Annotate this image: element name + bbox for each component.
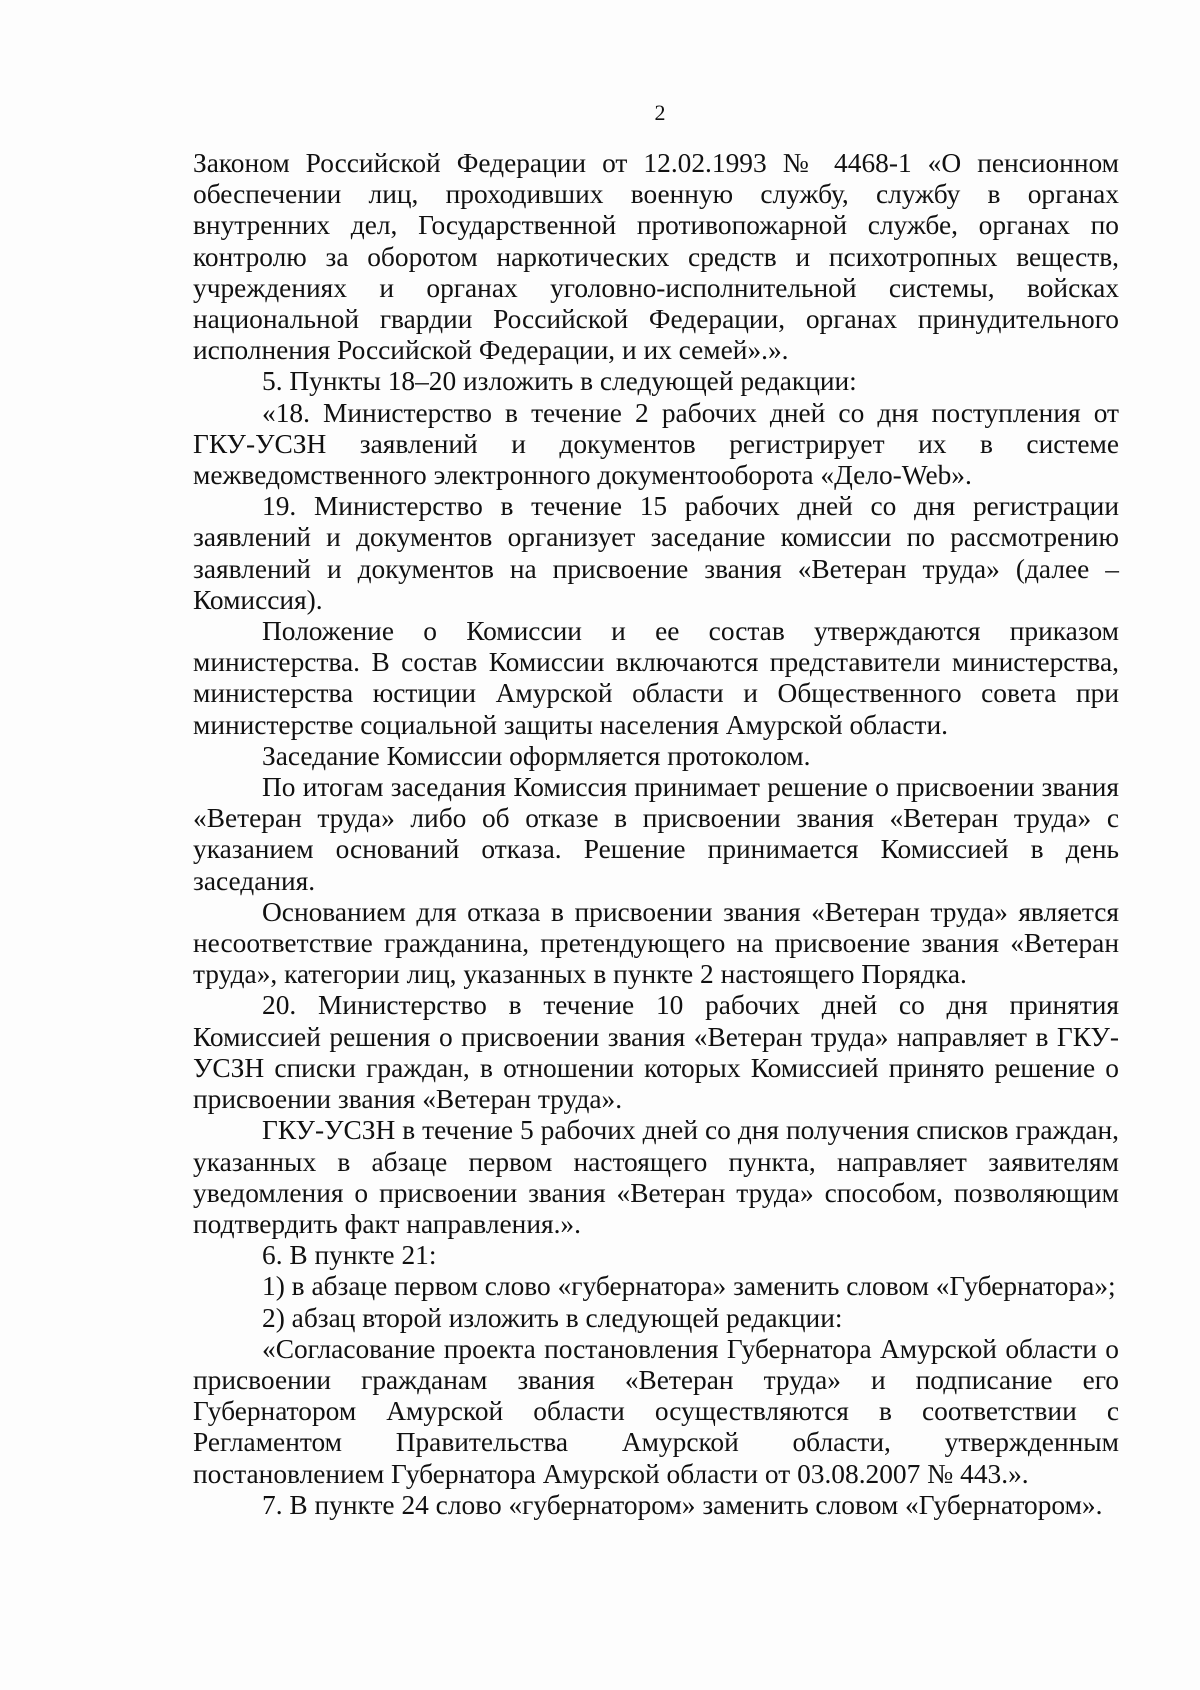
- paragraph: 1) в абзаце первом слово «губернатора» заменить словом «Губернатора»;: [262, 1271, 1116, 1302]
- paragraph: 5. Пункты 18–20 изложить в следующей редакции:: [262, 366, 857, 397]
- paragraph: «18. Министерство в течение 2 рабочих дней со дня поступления от ГКУ-УСЗН заявлений и документов регистрирует их в системе межведомственного электронного документооборота «Дело-Web».: [193, 397, 1119, 491]
- paragraph: «Согласование проекта постановления Губернатора Амурской области о присвоении гражданам звания «Ветеран труда» и подписание его Губернатором Амурской области осуществляются в соответствии с Регламентом Правительства Амурской области, утвержденным постановлением Губернатора Амурской области от 03.08.2007 № 443.».: [193, 1333, 1119, 1489]
- paragraph: 2) абзац второй изложить в следующей редакции:: [262, 1302, 843, 1333]
- paragraph: ГКУ-УСЗН в течение 5 рабочих дней со дня получения списков граждан, указанных в абзаце первом настоящего пункта, направляет заявителям уведомления о присвоении звания «Ветеран труда» способом, позволяющим подтвердить факт направления.».: [193, 1115, 1119, 1239]
- paragraph: 7. В пункте 24 слово «губернатором» заменить словом «Губернатором».: [262, 1489, 1103, 1520]
- paragraph: 6. В пункте 21:: [262, 1240, 437, 1271]
- document-body: [193, 148, 1119, 1521]
- page-number: 2: [654, 100, 666, 125]
- paragraph: 20. Министерство в течение 10 рабочих дней со дня принятия Комиссией решения о присвоении звания «Ветеран труда» направляет в ГКУ-УСЗН списки граждан, в отношении которых Комиссией принято решение о присвоении звания «Ветеран труда».: [193, 990, 1119, 1115]
- paragraph: Положение о Комиссии и ее состав утверждаются приказом министерства. В состав Комиссии включаются представители министерства, министерства юстиции Амурской области и Общественного совета при министерстве социальной защиты населения Амурской области.: [193, 616, 1119, 740]
- paragraph: 19. Министерство в течение 15 рабочих дней со дня регистрации заявлений и документов организует заседание комиссии по рассмотрению заявлений и документов на присвоение звания «Ветеран труда» (далее – Комиссия).: [193, 491, 1119, 615]
- paragraph: По итогам заседания Комиссия принимает решение о присвоении звания «Ветеран труда» либо об отказе в присвоении звания «Ветеран труда» с указанием оснований отказа. Решение принимается Комиссией в день заседания.: [193, 772, 1119, 896]
- paragraph: Основанием для отказа в присвоении звания «Ветеран труда» является несоответствие гражданина, претендующего на присвоение звания «Ветеран труда», категории лиц, указанных в пункте 2 настоящего Порядка.: [193, 896, 1119, 990]
- paragraph: Заседание Комиссии оформляется протоколом.: [262, 740, 811, 771]
- paragraph: Законом Российской Федерации от 12.02.1993 № 4468-1 «О пенсионном обеспечении лиц, проходивших военную службу, службу в органах внутренних дел, Государственной противопожарной службе, органах по контролю за оборотом наркотических средств и психотропных веществ, учреждениях и органах уголовно-исполнительной системы, войсках национальной гвардии Российской Федерации, органах принудительного исполнения Российской Федерации, и их семей».».: [193, 148, 1119, 366]
